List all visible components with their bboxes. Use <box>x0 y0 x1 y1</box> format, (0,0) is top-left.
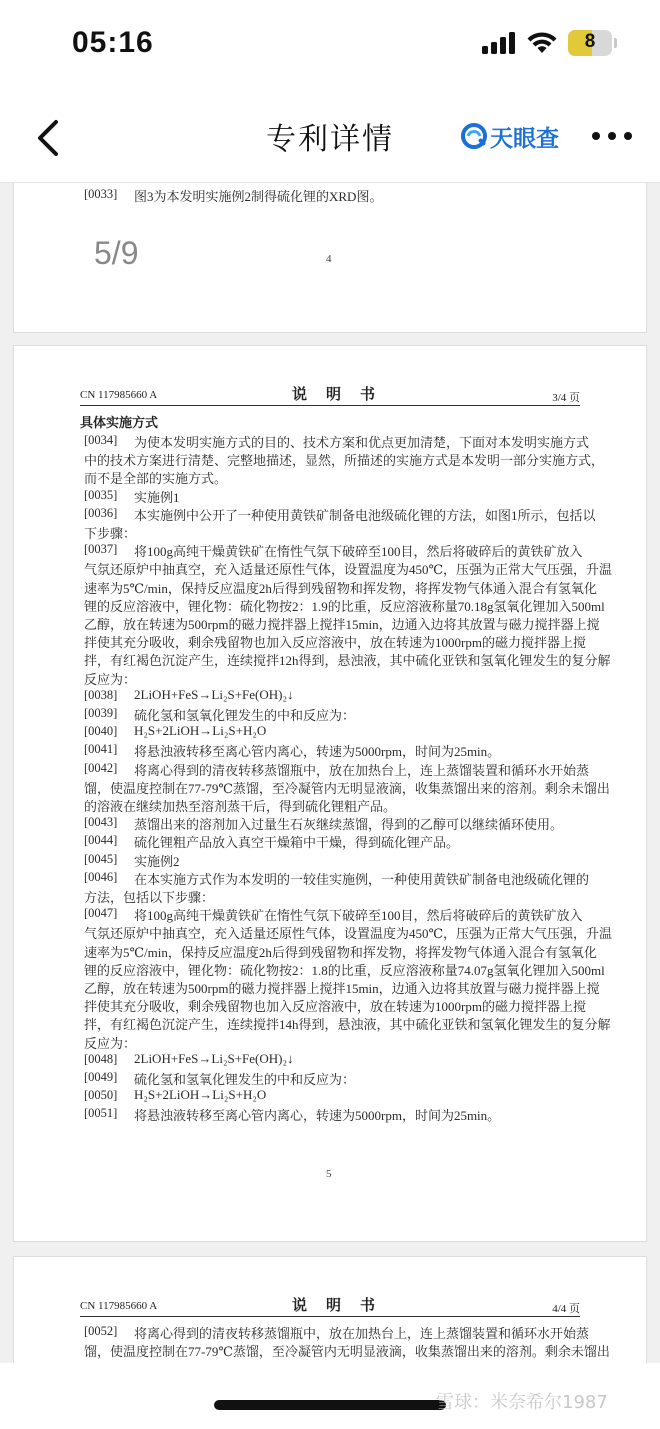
paragraph-number: [0036] <box>84 505 118 520</box>
text-line <box>14 705 646 723</box>
status-bar <box>0 0 660 90</box>
text-line <box>14 996 646 1014</box>
paragraph-text: 拌使其充分吸收，剩余残留物也加入反应溶液中，放在转速为1000rpm的磁力搅拌器上搅 <box>84 999 586 1015</box>
paragraph-text: 反应为： <box>84 1035 137 1051</box>
paragraph-text: 拌使其充分吸收，剩余残留物也加入反应溶液中，放在转速为1000rpm的磁力搅拌器上搅 <box>84 635 586 651</box>
paragraph-text: 乙醇，放在转速为500rpm的磁力搅拌器上搅拌15min，边通入边将其放置与磁力搅拌器上搅 <box>84 617 600 632</box>
paragraph-number: [0035] <box>84 487 118 502</box>
document-viewer[interactable] <box>0 183 660 1363</box>
paragraph-text: H₂S+2LiOH→Li₂S+H₂O <box>134 1087 267 1103</box>
header-rule <box>80 405 580 406</box>
paragraph-number: [0047] <box>84 906 118 921</box>
paragraph-text: 锂的反应溶液中，锂化物：硫化物按2：1.9的比重，反应溶液称量70.18g氢氧化锂加入500ml <box>84 598 605 614</box>
text-line <box>14 923 646 941</box>
paragraph-text: 将离心得到的清夜转移蒸馏瓶中，放在加热台上，连上蒸馏装置和循环水开始蒸 <box>134 1326 590 1341</box>
bottom-bar <box>0 1363 660 1429</box>
text-line <box>14 778 646 796</box>
page-header-left: CN 117985660 A <box>80 389 158 401</box>
paragraph-number: [0046] <box>84 869 118 884</box>
paragraph-text: 硫化氢和氢氧化锂发生的中和反应为： <box>134 708 356 723</box>
paragraph-text: 反应为： <box>84 671 137 687</box>
paragraph-number: [0033] <box>84 187 118 201</box>
text-line <box>14 578 646 596</box>
paragraph-text: 馏，使温度控制在77-79℃蒸馏，至冷凝管内无明显液滴，收集蒸馏出来的溶剂。剩余未馏出 <box>84 1344 610 1360</box>
paragraph-text: 馏，使温度控制在77-79℃蒸馏，至冷凝管内无明显液滴，收集蒸馏出来的溶剂。剩余未馏出 <box>84 780 610 796</box>
paragraph-text: 下步骤： <box>84 526 137 541</box>
paragraph-text: 2LiOH+FeS→Li₂S+Fe(OH)₂↓ <box>134 686 294 702</box>
paragraph-text: 图3为本发明实施例2制得硫化锂的XRD图。 <box>134 189 383 204</box>
text-line <box>14 559 646 577</box>
text-line <box>14 541 646 559</box>
text-line <box>14 523 646 541</box>
text-line <box>14 432 646 450</box>
wifi-icon <box>526 31 558 55</box>
status-time: 05:16 <box>72 26 154 59</box>
paragraph-text: 将悬浊液转移至离心管内离心，转速为5000rpm，时间为25min。 <box>134 744 501 760</box>
document-page-6 <box>14 1257 646 1363</box>
paragraph-text: 锂的反应溶液中，锂化物：硫化物按2：1.8的比重，反应溶液称量74.07g氢氧化锂加入500ml <box>84 962 605 978</box>
paragraph-number: [0041] <box>84 742 118 757</box>
watermark-text: 雪球：米奈希尔1987 <box>436 1392 608 1413</box>
paragraph-text: 蒸馏出来的溶剂加入过量生石灰继续蒸馏，得到的乙醇可以继续循环使用。 <box>134 817 564 833</box>
paragraph-text: 中的技术方案进行清楚、完整地描述，显然，所描述的实施方式是本发明一部分实施方式， <box>84 453 605 469</box>
text-line <box>14 869 646 887</box>
text-line <box>14 505 646 523</box>
paragraph-number: [0039] <box>84 706 118 720</box>
text-line <box>14 905 646 923</box>
paragraph-text: 将离心得到的清夜转移蒸馏瓶中，放在加热台上，连上蒸馏装置和循环水开始蒸 <box>134 762 590 778</box>
page-header-center: 说 明 书 <box>292 387 378 403</box>
page-header-center: 说 明 书 <box>292 1298 378 1314</box>
section-title: 具体实施方式 <box>80 415 159 430</box>
tianyancha-logo-icon <box>460 122 488 150</box>
text-line <box>14 1033 646 1051</box>
page-number: 5 <box>326 1168 332 1180</box>
paragraph-number: [0044] <box>84 833 118 848</box>
paragraph-text: 硫化锂粗产品放入真空干燥箱中干燥，得到硫化锂产品。 <box>134 835 460 851</box>
text-line <box>14 1087 646 1105</box>
paragraph-text: 2LiOH+FeS→Li₂S+Fe(OH)₂↓ <box>134 1050 294 1066</box>
paragraph-text: 实施例2 <box>134 853 180 869</box>
paragraph-text: 将100g高纯干燥黄铁矿在惰性气氛下破碎至100目，然后将破碎后的黄铁矿放入 <box>134 908 583 924</box>
paragraph-text: 将100g高纯干燥黄铁矿在惰性气氛下破碎至100目，然后将破碎后的黄铁矿放入 <box>134 544 583 560</box>
paragraph-text: 气氛还原炉中抽真空，充入适量还原性气体，设置温度为450℃，压强为正常大气压强，升温 <box>84 926 613 942</box>
text-line <box>14 887 646 905</box>
text-line <box>14 741 646 759</box>
paragraph-number: [0034] <box>84 433 118 447</box>
text-line <box>14 760 646 778</box>
paragraph-number: [0045] <box>84 851 118 866</box>
paragraph-number: [0050] <box>84 1088 118 1103</box>
page-header-left: CN 117985660 A <box>80 1300 158 1312</box>
paragraph-text: H₂S+2LiOH→Li₂S+H₂O <box>134 723 267 739</box>
text-line <box>14 723 646 741</box>
paragraph-number: [0042] <box>84 760 118 775</box>
text-line <box>14 796 646 814</box>
paragraph-number: [0048] <box>84 1051 118 1066</box>
text-line <box>14 1051 646 1069</box>
text-line <box>14 1014 646 1032</box>
text-line <box>14 832 646 850</box>
text-line <box>14 632 646 650</box>
text-line <box>14 614 646 632</box>
text-line <box>14 450 646 468</box>
text-line <box>14 1105 646 1123</box>
text-line <box>14 669 646 687</box>
paragraph-text: 速率为5℃/min，保持反应温度2h后得到残留物和挥发物，将挥发物气体通入混合有氢氧化 <box>84 944 597 960</box>
header-rule <box>80 1316 580 1317</box>
text-line <box>14 596 646 614</box>
document-page-4 <box>14 183 646 332</box>
battery-indicator <box>568 30 612 56</box>
text-line <box>14 687 646 705</box>
battery-cap <box>614 38 617 48</box>
paragraph-text: 而不是全部的实施方式。 <box>84 471 228 487</box>
paragraph-number: [0040] <box>84 724 118 739</box>
paragraph-number: [0051] <box>84 1106 118 1121</box>
more-options-icon[interactable] <box>590 124 634 148</box>
paragraph-text: 在本实施方式作为本发明的一较佳实施例，一种使用黄铁矿制备电池级硫化锂的 <box>134 871 590 887</box>
page-header-right: 4/4 页 <box>552 1303 580 1315</box>
nav-bar <box>0 90 660 183</box>
paragraph-text: 本实施例中公开了一种使用黄铁矿制备电池级硫化锂的方法，如图1所示，包括以 <box>134 507 596 523</box>
text-line <box>14 942 646 960</box>
brand-name[interactable]: 天眼查 <box>490 126 559 152</box>
document-page-5 <box>14 346 646 1241</box>
paragraph-number: [0038] <box>84 687 118 702</box>
paragraph-text: 为使本发明实施方式的目的、技术方案和优点更加清楚，下面对本发明实施方式 <box>134 435 590 450</box>
paragraph-text: 速率为5℃/min，保持反应温度2h后得到残留物和挥发物，将挥发物气体通入混合有氢氧化 <box>84 580 597 596</box>
paragraph-number: [0049] <box>84 1070 118 1084</box>
text-line <box>14 851 646 869</box>
paragraph-text: 实施例1 <box>134 489 180 505</box>
text-line <box>14 1323 646 1341</box>
paragraph-text: 将悬浊液转移至离心管内离心，转速为5000rpm，时间为25min。 <box>134 1108 501 1124</box>
paragraph-text: 方法，包括以下步骤： <box>84 890 215 905</box>
paragraph-number: [0037] <box>84 542 118 557</box>
paragraph-number: [0043] <box>84 815 118 830</box>
paragraph-text: 拌，有红褐色沉淀产生，连续搅拌12h得到，悬浊液，其中硫化亚铁和氢氧化锂发生的复分解 <box>84 653 611 669</box>
text-line <box>14 814 646 832</box>
paragraph-text: 乙醇，放在转速为500rpm的磁力搅拌器上搅拌15min，边通入边将其放置与磁力搅拌器上搅 <box>84 981 600 996</box>
paragraph-text: 的溶液在继续加热至溶剂蒸干后，得到硫化锂粗产品。 <box>84 799 397 814</box>
paragraph-text: 气氛还原炉中抽真空，充入适量还原性气体，设置温度为450℃，压强为正常大气压强，升温 <box>84 562 613 578</box>
text-line <box>14 1341 646 1359</box>
text-line <box>14 978 646 996</box>
page-number: 4 <box>326 253 332 265</box>
text-line <box>14 1069 646 1087</box>
text-line <box>14 487 646 505</box>
text-line <box>14 468 646 486</box>
home-indicator[interactable] <box>214 1400 446 1410</box>
battery-percent: 8 <box>584 31 596 52</box>
paragraph-text: 拌，有红褐色沉淀产生，连续搅拌14h得到，悬浊液，其中硫化亚铁和氢氧化锂发生的复分解 <box>84 1017 611 1033</box>
paragraph-number: [0052] <box>84 1324 118 1338</box>
page-title: 专利详情 <box>266 122 394 157</box>
text-line <box>14 650 646 668</box>
text-line <box>14 960 646 978</box>
page-header-right: 3/4 页 <box>552 392 580 404</box>
paragraph-text: 硫化氢和氢氧化锂发生的中和反应为： <box>134 1072 356 1087</box>
cellular-signal-icon <box>482 32 518 54</box>
page-indicator: 5/9 <box>94 235 139 271</box>
